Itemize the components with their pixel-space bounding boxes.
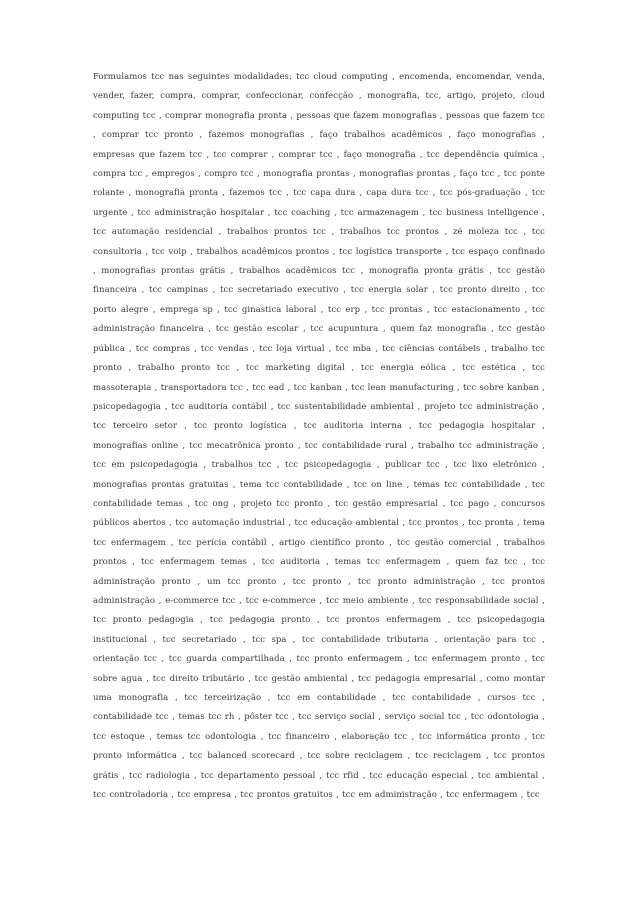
body-paragraph: Formulamos tcc nas seguintes modalidades: tcc cloud computing , encomenda, encomendar, venda, vender, fazer, compra, comprar, confeccionar, confecção , monografia, tcc, artigo, projeto, cloud computing tcc , comprar monografia pronta , pessoas que fazem monografias , pessoas que fazem tcc , comprar tcc pronto , fazemos monografias , faço trabalhos acadêmicos , faço monografias , empresas que fazem tcc , tcc comprar , comprar tcc , faço monografia , tcc dependência química , compra tcc , empregos , compro tcc , monografia prontas , monografias prontas , faço tcc , tcc ponte rolante , monografia pronta , fazemos tcc , tcc capa dura , capa dura tcc , tcc pós-graduação , tcc urgente , tcc administração hospitalar , tcc coaching , tcc armazenagem , tcc business intelligence , tcc automação residencial , trabalhos prontos tcc , trabalhos tcc prontos , zé moleza tcc , tcc consultoria , tcc voip , trabalhos acadêmicos prontos , tcc logística transporte , tcc espaço confinado , monografias prontas grátis , trabalhos acadêmicos tcc , monografia pronta grátis , tcc gestão financeira , tcc campinas , tcc secretariado executivo , tcc energia solar , tcc pronto direito , tcc porto alegre , emprega sp , tcc ginastica laboral , tcc erp , tcc prontas , tcc estacionamento , tcc administração financeira , tcc gestão escolar , tcc acupuntura , quem faz monografia , tcc gestão pública , tcc compras , tcc vendas , tcc loja virtual , tcc mba , tcc ciências contábeis , trabalho tcc pronto , trabalho pronto tcc , tcc marketing digital , tcc energia eólica , tcc estética , tcc massoterapia , transportadora tcc , tcc ead , tcc kanban , tcc lean manufacturing , tcc sobre kanban , psicopedagogia , tcc auditoria contábil , tcc sustentabilidade ambiental , projeto tcc administração , tcc terceiro setor , tcc pronto logística , tcc auditoria interna , tcc pedagogia hospitalar , monografias online , tcc mecatrônica pronto , tcc contabilidade rural , trabalho tcc administração , tcc em psicopedagogia , trabalhos tcc , tcc psicopedagogia , publicar tcc , tcc lixo eletrônico , monografias prontas gratuitas , tema tcc contabilidade , tcc on line , temas tcc contabilidade , tcc contabilidade temas , tcc ong , projeto tcc pronto , tcc gestão empresarial , tcc pago , concursos públicos abertos , tcc automação industrial , tcc educação ambiental , tcc prontos , tcc pronta , tema tcc enfermagem , tcc perícia contábil , artigo científico pronto , tcc gestão comercial , trabalhos prontos , tcc enfermagem temas , tcc auditoria , temas tcc enfermagem , quem faz tcc , tcc administração pronto , um tcc pronto , tcc pronto , tcc pronto administração , tcc prontos administração , e-commerce tcc , tcc e-commerce , tcc meio ambiente , tcc responsabilidade social , tcc pronto pedagogia , tcc pedagogia pronto , tcc prontos enfermagem , tcc psicopedagogia institucional , tcc secretariado , tcc spa , tcc contabilidade tributaria , orientação para tcc , orientação tcc , tcc guarda compartilhada , tcc pronto enfermagem , tcc enfermagem pronto , tcc sobre agua , tcc direito tributário , tcc gestão ambiental , tcc pedagogia empresarial , como montar uma monografia , tcc terceirização , tcc em contabilidade , tcc contabilidade , cursos tcc , contabilidade tcc , temas tcc rh , pôster tcc , tcc serviço social , serviço social tcc , tcc odontologia , tcc estoque , temas tcc odontologia , tcc financeiro , elaboração tcc , tcc informática pronto , tcc pronto informática , tcc balanced scorecard , tcc sobre reciclagem , tcc reciclagem , tcc prontos grátis , tcc radiologia , tcc departamento pessoal , tcc rfid , tcc educação especial , tcc ambiental , tcc controladoria , tcc empresa , tcc prontos gratuitos , tcc em administração , tcc enfermagem , tcc (93, 72, 545, 801)
